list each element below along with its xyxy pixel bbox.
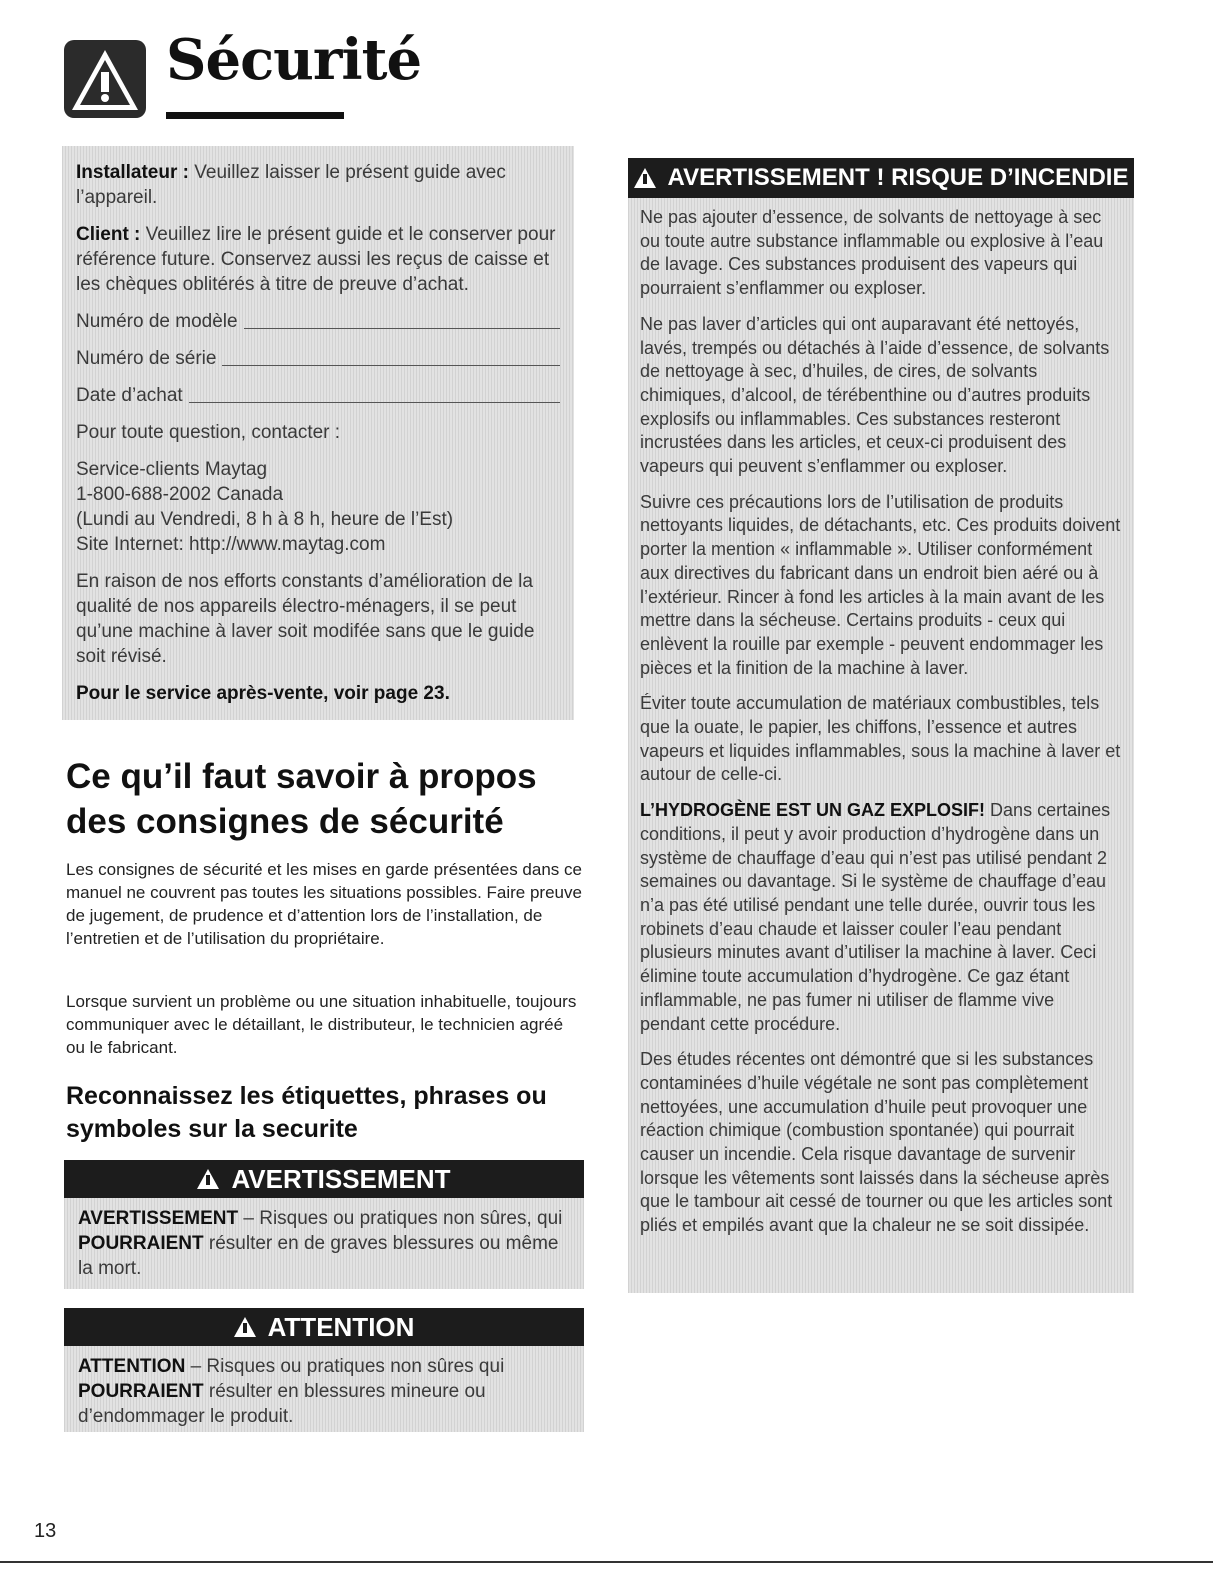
model-number-label: Numéro de modèle (76, 311, 238, 332)
installer-note (76, 160, 560, 210)
fire-warning-header-text: AVERTISSEMENT ! RISQUE D’INCENDIE (667, 164, 1129, 191)
warning-text-part: – Risques ou pratiques non sûres, qui (238, 1208, 563, 1229)
caution-text-part: – Risques ou pratiques non sûres qui (185, 1356, 505, 1377)
caution-term: ATTENTION (78, 1356, 186, 1377)
caution-header (64, 1308, 584, 1346)
warning-term: AVERTISSEMENT (78, 1208, 239, 1229)
contact-hours: (Lundi au Vendredi, 8 h à 8 h, heure de l’Est) (76, 509, 454, 530)
warning-box (64, 1160, 584, 1289)
purchase-date-label: Date d’achat (76, 385, 183, 406)
installer-text: Veuillez laisser le présent guide avec l’appareil. (76, 162, 506, 208)
fire-warning-box (628, 158, 1134, 1293)
intro-paragraph: Les consignes de sécurité et les mises en garde présentées dans ce manuel ne couvrent pas toutes les situations possibles. Faire preuve de jugement, de prudence et d’attention lors de l’installation, de l’entretien et de l’utilisation du propriétaire. (66, 860, 582, 948)
title-underline (166, 112, 344, 119)
contact-phone: 1-800-688-2002 Canada (76, 484, 284, 505)
page-number: 13 (34, 1520, 57, 1542)
improvement-note: En raison de nos efforts constants d’amélioration de la qualité de nos appareils électro-ménagers, il se peut qu’une machine à laver soit modifée sans que le guide soit révisé. (76, 571, 535, 667)
fire-paragraph-3: Suivre ces précautions lors de l’utilisation de produits nettoyants liquides, de détachants, etc. Ces produits doivent porter la mention « inflammable ». Utiliser conformément aux directives du fabricant dans un endroit bien aéré ou à l’extérieur. Rincer à fond les articles à la main avant de les mettre dans la sécheuse. Certains produits - ceux qui enlèvent la rouille par exemple - peuvent endommager les pièces et la finition de la machine à laver. (640, 491, 1121, 678)
model-number-field (76, 309, 560, 334)
fire-paragraph-2: Ne pas laver d’articles qui ont auparavant été nettoyés, lavés, trempés ou détachés à l’aide d’essence, de solvants de nettoyage à sec, d’huiles, de cires, de solvants chimiques, d’alcool, de térébenthine ou d’autres produits explosifs ou inflammables. Ces substances resteront incrustées dans les articles, et ceux-ci produisent des vapeurs qui peuvent s’enflammer ou exploser. (640, 313, 1110, 477)
caution-could: POURRAIENT (78, 1381, 204, 1402)
installer-label: Installateur : (76, 162, 189, 183)
service-note (76, 681, 560, 706)
warning-header (64, 1160, 584, 1198)
alert-triangle-icon (234, 1317, 256, 1337)
purchase-date-line (189, 401, 560, 403)
hydrogen-text: Dans certaines conditions, il peut y avoir production d’hydrogène dans un système de chauffage d’eau qui n’est pas utilisé pendant 2 semaines ou davantage. Si le système de chauffage d’eau n’a pas été utilisé pendant une telle durée, ouvrir tous les robinets d’eau chaude et laisser couler l’eau pendant plusieurs minutes avant d’utiliser la machine à laver. Ceci élimine toute accumulation d’hydrogène. Ce gaz étant inflammable, ne pas fumer ni utiliser de flamme vive pendant cette procédure. (640, 800, 1111, 1034)
warning-triangle-icon (64, 40, 146, 118)
service-note-text: Pour le service après-vente, voir page 23. (76, 683, 450, 704)
fire-paragraph-5 (640, 799, 1122, 1036)
warning-body (64, 1198, 584, 1289)
fire-paragraph-4: Éviter toute accumulation de matériaux combustibles, tels que la ouate, le papier, les chiffons, l’essence et autres vapeurs et liquides inflammables, sous la machine à laver et autour de celle-ci. (640, 693, 1121, 785)
problem-paragraph: Lorsque survient un problème ou une situation inhabituelle, toujours communiquer avec le détaillant, le distributeur, le technicien agréé ou le fabricant. (66, 992, 577, 1057)
footer-rule (0, 1561, 1213, 1563)
caution-body (64, 1346, 584, 1432)
caution-text-end: résulter en blessures mineure ou d’endommager le produit. (78, 1381, 486, 1427)
client-label: Client : (76, 224, 141, 245)
caution-box (64, 1308, 584, 1432)
contact-block (76, 457, 560, 557)
model-number-line (244, 327, 560, 329)
client-text: Veuillez lire le présent guide et le conserver pour référence future. Conservez aussi les reçus de caisse et les chèques oblitérés à titre de preuve d’achat. (76, 224, 556, 295)
fire-paragraph-1: Ne pas ajouter d’essence, de solvants de nettoyage à sec ou toute autre substance inflammable ou explosive à l’eau de lavage. Ces substances produisent des vapeurs qui pourraient s’enflammer ou exploser. (640, 207, 1104, 299)
warning-header-text: AVERTISSEMENT (231, 1163, 451, 1194)
contact-intro: Pour toute question, contacter : (76, 422, 341, 443)
owner-info-box (62, 146, 574, 720)
caution-header-text: ATTENTION (267, 1311, 415, 1342)
caution-text (78, 1354, 570, 1429)
serial-number-field (76, 346, 560, 371)
hydrogen-warning: L’HYDROGÈNE EST UN GAZ EXPLOSIF! (640, 800, 986, 821)
fire-warning-header (628, 158, 1134, 198)
warning-could: POURRAIENT (78, 1233, 204, 1254)
purchase-date-field (76, 383, 560, 408)
alert-triangle-icon (197, 1169, 219, 1189)
serial-number-label: Numéro de série (76, 348, 217, 369)
fire-warning-body (628, 198, 1134, 1293)
alert-triangle-icon (634, 168, 656, 188)
warning-text-end: résulter en de graves blessures ou même la mort. (78, 1233, 559, 1279)
warning-text (78, 1206, 570, 1281)
fire-paragraph-6: Des études récentes ont démontré que si les substances contaminées d’huile végétale ne sont pas complètement nettoyées, une accumulation d’huile peut provoquer une réaction chimique (combustion spontanée) qui pourrait causer un incendie. Cela risque davantage de survenir lorsque les vêtements sont laissés dans la sécheuse après que le tambour ait cessé de tourner ou que les articles sont pliés et empilés avant que la chaleur ne se soit dissipée. (640, 1049, 1113, 1236)
client-note (76, 222, 560, 297)
subsection-heading: Reconnaissez les étiquettes, phrases ou symboles sur la securite (66, 1082, 547, 1143)
section-heading: Ce qu’il faut savoir à propos des consignes de sécurité (66, 757, 537, 841)
contact-line: Service-clients Maytag (76, 459, 268, 480)
serial-number-line (222, 364, 560, 366)
page-title: Sécurité (166, 27, 422, 93)
contact-website: Site Internet: http://www.maytag.com (76, 534, 386, 555)
